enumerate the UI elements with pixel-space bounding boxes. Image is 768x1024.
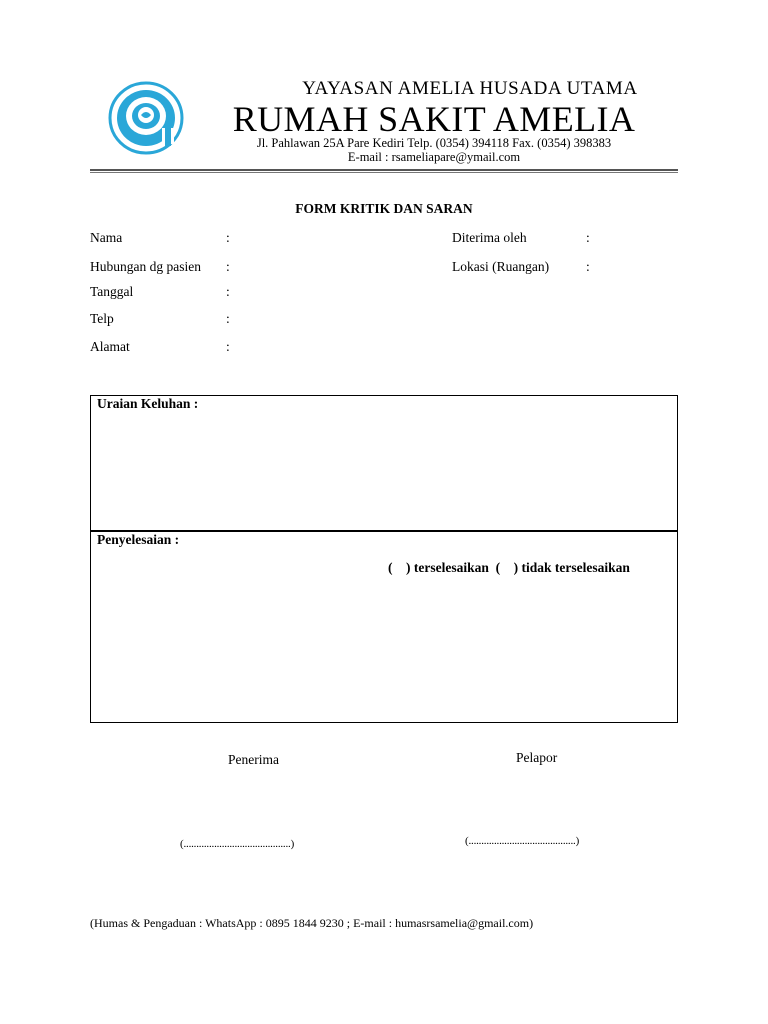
receiver-label: Penerima [228, 752, 279, 767]
resolution-status-options: ( ) terselesaikan ( ) tidak terselesaikan [388, 560, 630, 575]
complaint-label: Uraian Keluhan : [97, 396, 199, 411]
resolution-box [90, 530, 678, 723]
header-divider-thin [90, 172, 678, 173]
field-colon-telp: : [226, 311, 230, 326]
hospital-name: RUMAH SAKIT AMELIA [232, 99, 636, 139]
field-colon-lokasi: : [586, 259, 590, 274]
organization-name: YAYASAN AMELIA HUSADA UTAMA [302, 78, 638, 99]
header-divider [90, 169, 678, 171]
field-label-diterima-oleh: Diterima oleh [452, 230, 527, 245]
form-title: FORM KRITIK DAN SARAN [295, 201, 473, 216]
reporter-signature-line: (..........................................) [465, 835, 580, 847]
field-label-tanggal: Tanggal [90, 284, 134, 299]
complaint-box [90, 395, 678, 532]
field-label-hubungan: Hubungan dg pasien [90, 259, 201, 274]
footer-contact: (Humas & Pengaduan : WhatsApp : 0895 1844 9230 ; E-mail : humasrsamelia@gmail.com) [90, 916, 534, 930]
hospital-address: Jl. Pahlawan 25A Pare Kediri Telp. (0354) 394118 Fax. (0354) 398383 [256, 136, 612, 150]
resolution-label: Penyelesaian : [97, 532, 180, 547]
reporter-label: Pelapor [516, 750, 558, 765]
field-colon-hubungan: : [226, 259, 230, 274]
field-colon-tanggal: : [226, 284, 230, 299]
field-label-lokasi: Lokasi (Ruangan) [452, 259, 550, 274]
field-label-nama: Nama [90, 230, 123, 245]
hospital-email: E-mail : rsameliapare@ymail.com [347, 150, 521, 164]
field-label-telp: Telp [90, 311, 114, 326]
field-colon-diterima-oleh: : [586, 230, 590, 245]
hospital-contact [0, 136, 768, 164]
field-label-alamat: Alamat [90, 339, 130, 354]
receiver-signature-line: (..........................................) [180, 838, 295, 850]
field-colon-nama: : [226, 230, 230, 245]
field-colon-alamat: : [226, 339, 230, 354]
